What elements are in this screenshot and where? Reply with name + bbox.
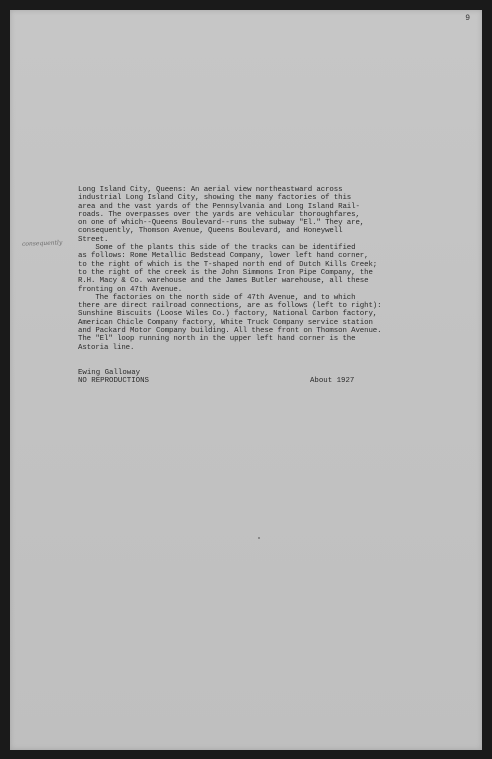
caption-line: The factories on the north side of 47th Avenue, and to which	[78, 293, 356, 302]
page-number: 9	[465, 14, 470, 23]
caption-text	[78, 186, 438, 352]
caption-line: on one of which--Queens Boulevard--runs the subway "El." They are,	[78, 219, 365, 228]
caption-line: to the right of which is the T-shaped north end of Dutch Kills Creek;	[78, 260, 378, 269]
caption-line: there are direct railroad connections, are as follows (left to right):	[78, 302, 382, 311]
caption-line: American Chicle Company factory, White Truck Company service station	[78, 318, 373, 327]
paper-speck	[258, 537, 260, 539]
caption-line: R.H. Macy & Co. warehouse and the James Butler warehouse, all these	[78, 277, 369, 286]
caption-line: and Packard Motor Company building. All these front on Thomson Avenue.	[78, 327, 382, 336]
caption-line: Street.	[78, 235, 109, 244]
reproduction-notice: NO REPRODUCTIONS	[78, 377, 149, 386]
caption-line: as follows: Rome Metallic Bedstead Company, lower left hand corner,	[78, 252, 369, 261]
caption-line: fronting on 47th Avenue.	[78, 285, 183, 294]
caption-line: roads. The overpasses over the yards are vehicular thoroughfares,	[78, 210, 360, 219]
date-note: About 1927	[310, 377, 355, 385]
caption-line: area and the vast yards of the Pennsylvania and Long Island Rail-	[78, 202, 360, 211]
caption-line: Long Island City, Queens: An aerial view northeastward across	[78, 186, 343, 194]
caption-line: Astoria line.	[78, 343, 135, 352]
caption-line: Some of the plants this side of the tracks can be identified	[78, 244, 356, 253]
photo-credit: Ewing Galloway	[78, 369, 141, 377]
caption-line: consequently, Thomson Avenue, Queens Boulevard, and Honeywell	[78, 227, 343, 236]
caption-line: Sunshine Biscuits (Loose Wiles Co.) factory, National Carbon factory,	[78, 310, 378, 319]
handwritten-margin-note: consequently	[21, 239, 63, 248]
caption-line: industrial Long Island City, showing the many factories of this	[78, 194, 352, 203]
caption-line: The "El" loop running north in the upper left hand corner is the	[78, 335, 356, 344]
caption-line: to the right of the creek is the John Simmons Iron Pipe Company, the	[78, 268, 373, 277]
